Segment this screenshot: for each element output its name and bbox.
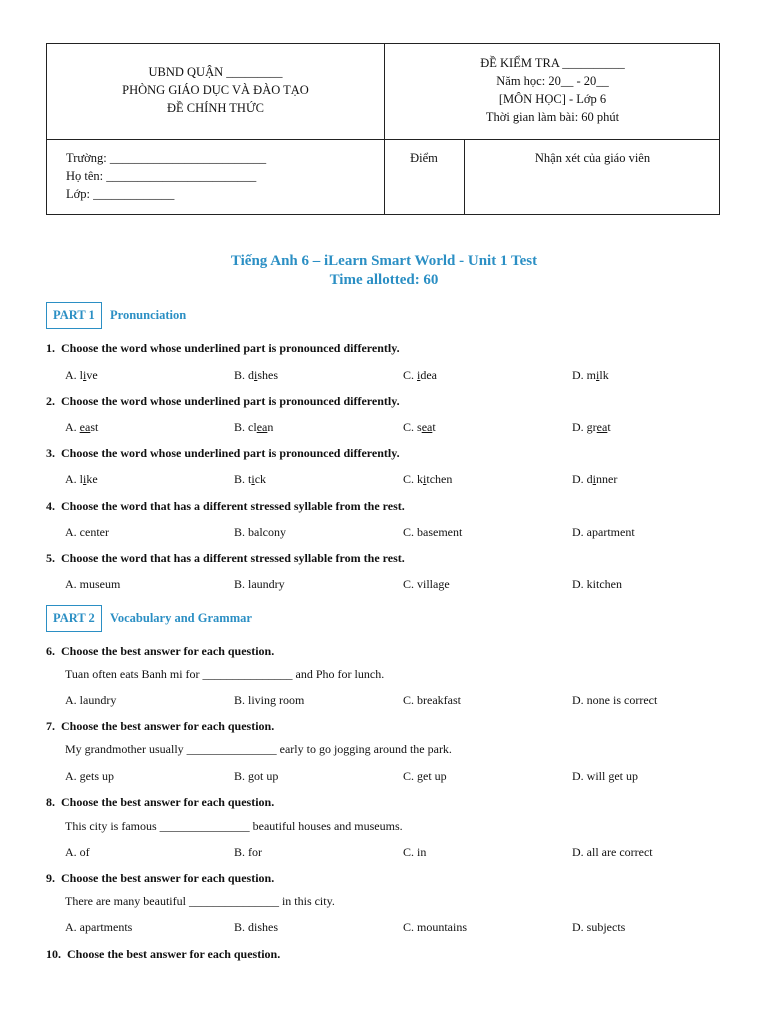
question-8-prompt: 8. Choose the best answer for each question. — [46, 795, 275, 809]
q5-option-d[interactable]: D. kitchen — [572, 577, 622, 591]
q6-option-a[interactable]: A. laundry — [65, 693, 117, 707]
part-1-title: Pronunciation — [110, 308, 187, 322]
q7-option-c[interactable]: C. get up — [403, 769, 447, 783]
q2-option-c[interactable]: C. seat — [403, 420, 436, 434]
q9-option-a[interactable]: A. apartments — [65, 920, 133, 934]
q6-option-d[interactable]: D. none is correct — [572, 693, 658, 707]
question-7-stem: My grandmother usually _______________ early to go jogging around the park. — [65, 742, 452, 756]
q7-option-d[interactable]: D. will get up — [572, 769, 638, 783]
school-info — [47, 63, 384, 117]
question-9-prompt: 9. Choose the best answer for each question. — [46, 871, 275, 885]
part-2-title: Vocabulary and Grammar — [110, 611, 252, 625]
q3-option-b[interactable]: B. tick — [234, 472, 267, 486]
question-4-prompt: 4. Choose the word that has a different stressed syllable from the rest. — [46, 499, 405, 513]
q1-option-a[interactable]: A. live — [65, 368, 98, 382]
q8-option-c[interactable]: C. in — [403, 845, 427, 859]
q1-option-d[interactable]: D. milk — [572, 368, 609, 382]
question-9-stem: There are many beautiful _______________ in this city. — [65, 894, 335, 908]
q9-option-d[interactable]: D. subjects — [572, 920, 626, 934]
q2-option-a[interactable]: A. east — [65, 420, 99, 434]
question-2-prompt: 2. Choose the word whose underlined part is pronounced differently. — [46, 394, 400, 408]
q8-option-d[interactable]: D. all are correct — [572, 845, 653, 859]
school-field: Trường: _________________________ — [66, 151, 267, 165]
q3-option-c[interactable]: C. kitchen — [403, 472, 453, 486]
question-1-prompt: 1. Choose the word whose underlined part is pronounced differently. — [46, 341, 400, 355]
q1-option-c[interactable]: C. idea — [403, 368, 438, 382]
department-line: PHÒNG GIÁO DỤC VÀ ĐÀO TẠO — [122, 83, 309, 97]
question-6-stem: Tuan often eats Banh mi for _______________ and Pho for lunch. — [65, 667, 385, 681]
part-1-tag: PART 1 — [46, 302, 102, 329]
q2-option-b[interactable]: B. clean — [234, 420, 274, 434]
exam-title-line: ĐỀ KIỂM TRA __________ — [480, 56, 625, 70]
q5-option-c[interactable]: C. village — [403, 577, 450, 591]
part-2-heading — [46, 605, 252, 632]
q4-option-a[interactable]: A. center — [65, 525, 109, 539]
q1-option-b[interactable]: B. dishes — [234, 368, 279, 382]
q6-option-c[interactable]: C. breakfast — [403, 693, 461, 707]
q6-option-b[interactable]: B. living room — [234, 693, 305, 707]
question-6-prompt: 6. Choose the best answer for each question. — [46, 644, 275, 658]
question-10-prompt: 10. Choose the best answer for each question. — [46, 947, 281, 961]
test-title: Tiếng Anh 6 – iLearn Smart World - Unit 1 Test — [230, 253, 538, 269]
q8-option-a[interactable]: A. of — [65, 845, 90, 859]
q3-option-a[interactable]: A. like — [65, 472, 98, 486]
score-label: Điểm — [410, 151, 438, 165]
name-field: Họ tên: ________________________ — [66, 169, 257, 183]
student-info — [66, 149, 266, 203]
q7-option-b[interactable]: B. got up — [234, 769, 279, 783]
q2-option-d[interactable]: D. great — [572, 420, 611, 434]
question-8-stem: This city is famous _______________ beautiful houses and museums. — [65, 819, 403, 833]
part-2-tag: PART 2 — [46, 605, 102, 632]
q3-option-d[interactable]: D. dinner — [572, 472, 618, 486]
q4-option-c[interactable]: C. basement — [403, 525, 463, 539]
exam-header-table — [46, 43, 720, 215]
district-line: UBND QUẬN _________ — [148, 65, 283, 79]
question-7-prompt: 7. Choose the best answer for each question. — [46, 719, 275, 733]
duration-line: Thời gian làm bài: 60 phút — [485, 110, 620, 124]
question-5-prompt: 5. Choose the word that has a different stressed syllable from the rest. — [46, 551, 405, 565]
teacher-comment-label: Nhận xét của giáo viên — [534, 151, 651, 165]
part-1-heading — [46, 302, 187, 329]
q8-option-b[interactable]: B. for — [234, 845, 263, 859]
q7-option-a[interactable]: A. gets up — [65, 769, 115, 783]
q4-option-d[interactable]: D. apartment — [572, 525, 635, 539]
school-year-line: Năm học: 20__ - 20__ — [496, 74, 609, 88]
exam-info — [384, 54, 721, 126]
question-3-prompt: 3. Choose the word whose underlined part is pronounced differently. — [46, 446, 400, 460]
subject-grade-line: [MÔN HỌC] - Lớp 6 — [498, 92, 607, 106]
q9-option-c[interactable]: C. mountains — [403, 920, 468, 934]
q5-option-a[interactable]: A. museum — [65, 577, 121, 591]
q9-option-b[interactable]: B. dishes — [234, 920, 279, 934]
header-divider — [47, 139, 719, 140]
q5-option-b[interactable]: B. laundry — [234, 577, 285, 591]
time-allotted: Time allotted: 60 — [329, 272, 439, 288]
q4-option-b[interactable]: B. balcony — [234, 525, 287, 539]
official-label: ĐỀ CHÍNH THỨC — [167, 101, 264, 115]
class-field: Lớp: _____________ — [66, 187, 175, 201]
